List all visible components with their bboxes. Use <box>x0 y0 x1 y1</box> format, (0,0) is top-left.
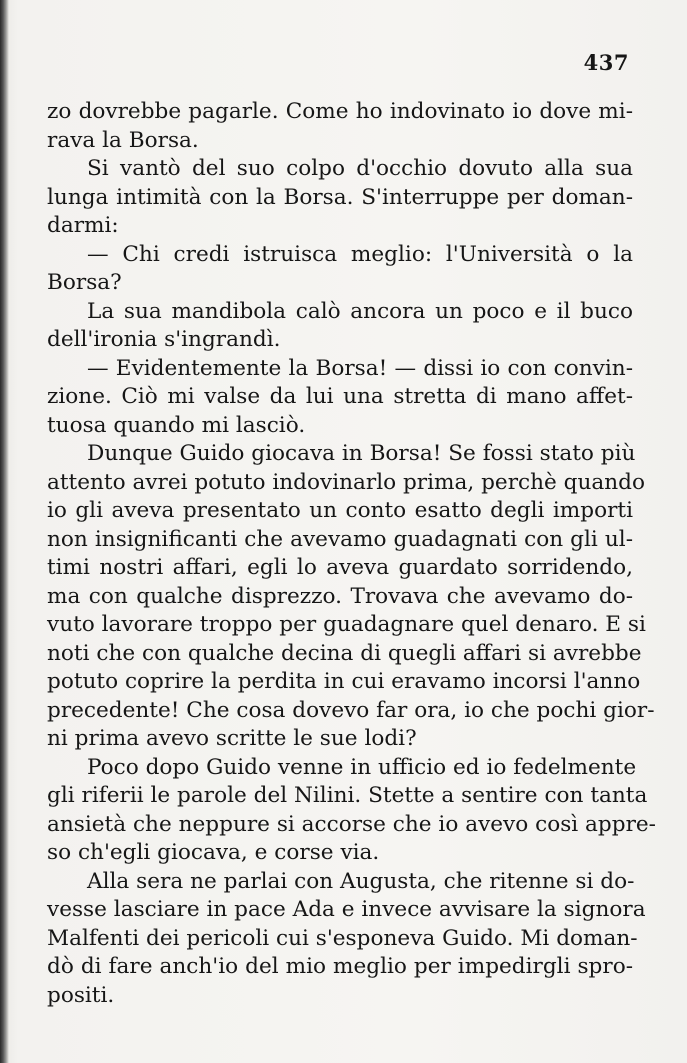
text-line: noti che con qualche decina di quegli affari si avrebbe <box>47 640 642 666</box>
text-line: timi nostri affari, egli lo aveva guardato sorridendo, <box>47 555 633 580</box>
page-number: 437 <box>583 50 629 75</box>
text-line: dò di fare anch'io del mio meglio per impedirgli spro- <box>47 954 633 979</box>
text-line: ni prima avevo scritte le sue lodi? <box>47 726 417 751</box>
text-line: tuosa quando mi lasciò. <box>47 412 306 438</box>
text-line: so ch'egli giocava, e corse via. <box>47 840 380 865</box>
text-line: Dunque Guido giocava in Borsa! Se fossi stato più <box>87 441 636 466</box>
text-line: Borsa? <box>47 270 122 295</box>
text-line: vuto lavorare troppo per guadagnare quel denaro. E si <box>47 612 646 637</box>
text-line: ma con qualche disprezzo. Trovava che avevamo do- <box>47 583 633 609</box>
text-line: rava la Borsa. <box>47 127 199 153</box>
text-line: precedente! Che cosa dovevo far ora, io che pochi gior- <box>47 697 655 723</box>
text-line: Alla sera ne parlai con Augusta, che ritenne si do- <box>87 868 635 894</box>
text-line: Malfenti dei pericoli cui s'esponeva Guido. Mi doman- <box>47 925 638 951</box>
text-line: darmi: <box>47 213 119 238</box>
text-line: dell'ironia s'ingrandì. <box>47 327 281 352</box>
text-line: zo dovrebbe pagarle. Come ho indovinato io dove mi- <box>47 99 633 124</box>
page-binding-edge <box>0 0 9 1063</box>
body-text <box>47 98 656 1010</box>
text-line: — Chi credi istruisca meglio: l'Università o la <box>87 241 633 267</box>
text-line: non insignificanti che avevamo guadagnati con gli ul- <box>47 526 633 552</box>
text-line: vesse lasciare in pace Ada e invece avvisare la signora <box>47 897 646 922</box>
text-line: gli riferii le parole del Nilini. Stette a sentire con tanta <box>47 783 648 808</box>
text-line: ansietà che neppure si accorse che io avevo così appre- <box>47 811 656 837</box>
text-line: io gli aveva presentato un conto esatto degli importi <box>47 498 633 523</box>
text-line: La sua mandibola calò ancora un poco e il buco <box>87 298 633 324</box>
text-line: Poco dopo Guido venne in ufficio ed io fedelmente <box>87 754 637 780</box>
text-line: attento avrei potuto indovinarlo prima, perchè quando <box>47 469 646 495</box>
text-line: lunga intimità con la Borsa. S'interruppe per doman- <box>47 184 633 210</box>
text-line: Si vantò del suo colpo d'occhio dovuto alla sua <box>87 156 633 181</box>
text-line: potuto coprire la perdita in cui eravamo incorsi l'anno <box>47 669 641 694</box>
text-line: — Evidentemente la Borsa! — dissi io con convin- <box>87 355 633 381</box>
text-line: zione. Ciò mi valse da lui una stretta di mano affet- <box>47 384 633 409</box>
text-line: positi. <box>47 982 115 1008</box>
